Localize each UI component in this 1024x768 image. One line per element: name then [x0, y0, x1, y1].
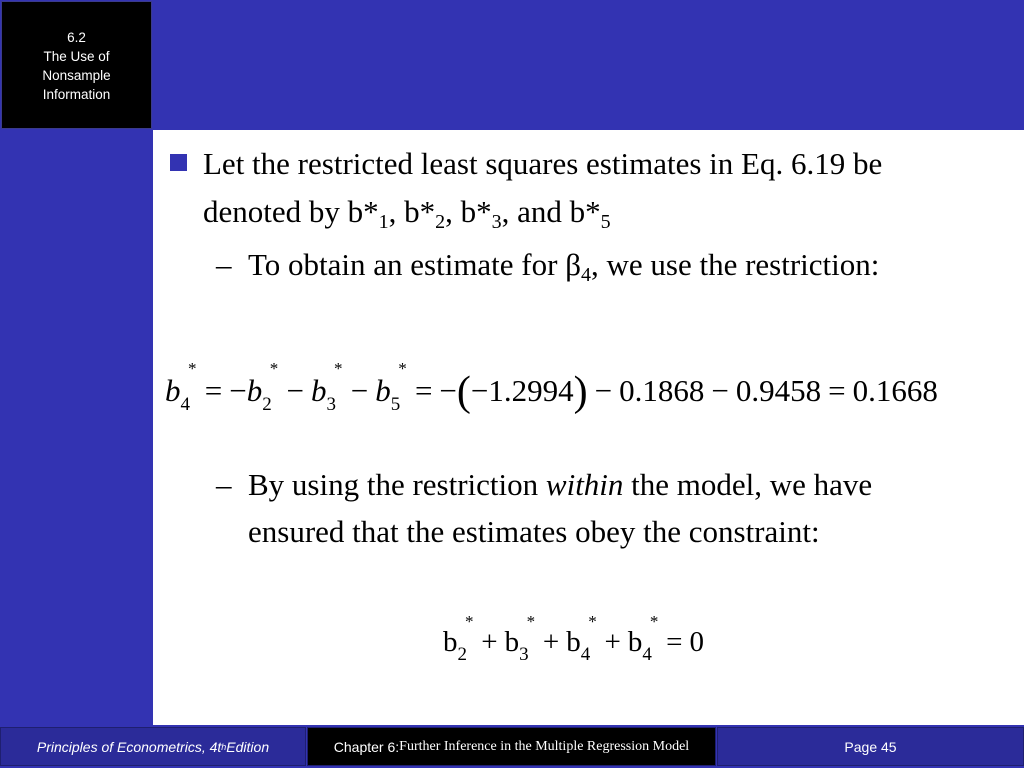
section-label-box	[1, 1, 152, 129]
main-bullet-text: Let the restricted least squares estimates in Eq. 6.19 be denoted by $b*_1$, $b*_2$, $b*_3$, and $b*_5$	[203, 146, 883, 233]
header-band	[0, 0, 1024, 130]
section-title-line3: Information	[42, 87, 111, 102]
restriction-equation: b * $_4$ = −b * $_2$ − b * $_3$ − b * $_5$ = −(−1.2994) − 0.1868 − 0.9458 = 0.1668	[165, 359, 938, 415]
coefficient-value: −1.2994	[470, 373, 574, 408]
coefficient-value: 0.9458	[735, 373, 822, 408]
dash-bullet-icon: –	[216, 467, 232, 502]
section-number: 6.2	[67, 30, 86, 45]
section-title-line2: Nonsample	[42, 68, 111, 83]
coefficient-value: 0.1868	[619, 373, 705, 408]
constraint-equation: b * $_2$ + b * $_3$ + b * $_4$ + b * $_4$ = 0	[443, 612, 704, 665]
footer-page-number: Page 45	[717, 727, 1024, 766]
section-title-line1: The Use of	[43, 49, 110, 64]
footer-chapter: Chapter 6: Further Inference in the Multiple Regression Model	[307, 727, 716, 766]
equation-result: 0.1668	[852, 373, 938, 408]
footer-bar	[0, 725, 1024, 768]
sub-bullet-text: By using the restriction within the model, we have ensured that the estimates obey the constraint:	[248, 467, 873, 549]
dash-bullet-icon: –	[216, 247, 232, 282]
square-bullet-icon	[170, 154, 187, 171]
footer-book-title: Principles of Econometrics, 4t h Edition	[0, 727, 306, 766]
sub-bullet-text: To obtain an estimate for $\beta_4$, we use the restriction:	[248, 247, 880, 286]
